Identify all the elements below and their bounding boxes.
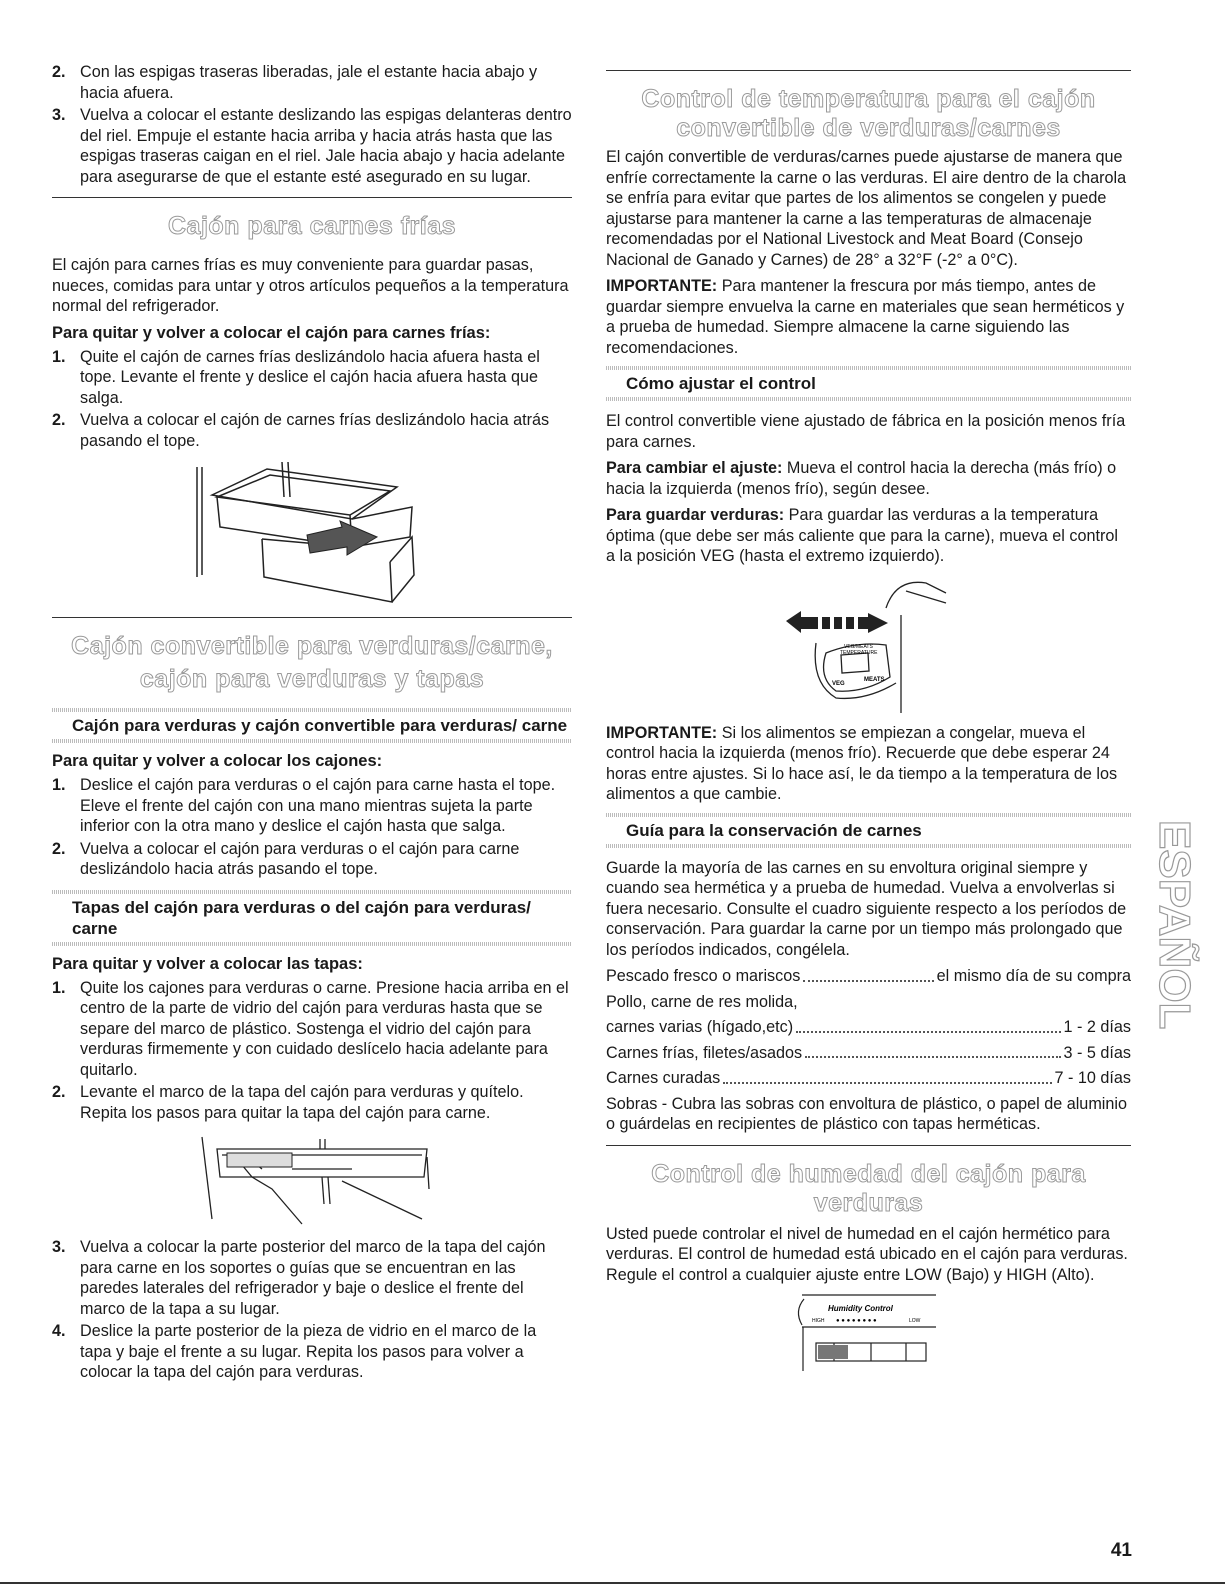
page-number: 41 bbox=[1110, 1540, 1132, 1561]
box-heading-adjust: Cómo ajustar el control bbox=[626, 374, 816, 393]
box-heading-meat-guide: Guía para la conservación de carnes bbox=[626, 820, 922, 840]
section-title-temperature-2: convertible de verduras/carnes bbox=[676, 114, 1061, 142]
language-side-tab bbox=[1138, 815, 1199, 1065]
list-item: 3. Vuelva a colocar el estante deslizando las espigas delanteras dentro del riel. Empuje el estante hacia arriba y hacia atrás hasta que las espigas traseras caigan en el riel. Jale hacia abajo y hacia adelante para asegurarse de que el estante esté asegurado en su lugar. bbox=[52, 106, 572, 186]
important-note-1: IMPORTANTE: Para mantener la frescura por más tiempo, antes de guardar siempre envuelva la carne en materiales que sean herméticos y a prueba de humedad. Siempre almacene la carne siguiendo las recomendaciones. bbox=[606, 277, 1125, 357]
left-column bbox=[52, 62, 572, 1389]
guide-intro: Guarde la mayoría de las carnes en su envoltura original siempre y cuando sea hermética y a prueba de humedad. Vuelva a envolverlas si fuera necesario. Consulte el cuadro siguiente respecto a los períodos de conservación. Para guardar la carne por un tiempo más prolongado que los períodos indicados, congélela. bbox=[606, 858, 1127, 959]
cold-subheading: Para quitar y volver a colocar el cajón para carnes frías: bbox=[52, 323, 491, 342]
change-setting-text: Para cambiar el ajuste: Mueva el control hacia la derecha (más frío) o hacia la izquierda (menos frío), según desee. bbox=[606, 459, 1117, 498]
divider bbox=[52, 617, 572, 618]
guide-row: Carnes curadas 7 - 10 días bbox=[606, 1069, 1131, 1087]
important-note-2: IMPORTANTE: Si los alimentos se empiezan a congelar, mueva el control hacia la izquierda (menos frío). Recuerde que debe esperar 24 horas entre ajustes. Si lo hace así, le da tiempo a la temperatura de los alimentos a que cambie. bbox=[606, 723, 1118, 803]
dial-label-1: VEG/MEATS bbox=[844, 643, 873, 650]
temp-intro: El cajón convertible de verduras/carnes puede ajustarse de manera que enfríe correctamente la carne o las verduras. El aire dentro de la charola se enfría para evitar que partes de los alimentos se congelen y puede ajustarse para mantener la carne a las temperaturas de almacenaje recomendadas por el National Livestock and Meat Board (Consejo Nacional de Ganado y Carnes) de 28° a 32°F (-2° a 0°C). bbox=[606, 148, 1127, 269]
list-item: 2. Con las espigas traseras liberadas, jale el estante hacia abajo y hacia afuera. bbox=[52, 63, 538, 102]
dial-label-2: TEMPERATURE bbox=[840, 649, 878, 656]
drawers-subheading: Para quitar y volver a colocar los cajones: bbox=[52, 752, 383, 770]
vegetable-setting-text: Para guardar verduras: Para guardar las verduras a la temperatura óptima (que debe ser más caliente que para la carne), mueva el control a la posición VEG (hasta el extremo izquierdo). bbox=[606, 506, 1118, 565]
divider bbox=[606, 1145, 1131, 1146]
covers-steps-continued bbox=[52, 1237, 572, 1383]
language-tab-label: ESPAÑOL bbox=[1150, 820, 1199, 1030]
guide-row: carnes varias (hígado,etc) 1 - 2 días bbox=[606, 1018, 1131, 1036]
humidity-control-label: Humidity Control bbox=[828, 1304, 893, 1313]
humidity-low-label: LOW bbox=[909, 1318, 921, 1324]
section-title-convertible-drawer: Cajón convertible para verduras/carne, bbox=[71, 632, 553, 660]
shelf-steps bbox=[52, 62, 572, 187]
list-item: 1. Quite los cajones para verduras o carne. Presione hacia arriba en el centro de la parte de vidrio del cajón para verduras hasta que se separe del marco de plástico. Sostenga el vidrio del cajón para verduras firmemente y con cuidado deslícelo hacia adelante para quitarlo. bbox=[52, 978, 569, 1079]
humidity-dots: ● ● ● ● ● ● ● ● bbox=[836, 1318, 877, 1324]
guide-row: Pescado fresco o mariscos el mismo día de su compra bbox=[606, 967, 1131, 985]
dial-veg-label: VEG bbox=[832, 680, 845, 687]
humidity-high-label: HIGH bbox=[812, 1318, 825, 1324]
section-title-cold-drawer: Cajón para carnes frías bbox=[167, 212, 456, 240]
right-column bbox=[606, 70, 1131, 1381]
divider bbox=[52, 197, 572, 198]
list-item: 2. Levante el marco de la tapa del cajón para verduras y quítelo. Repita los pasos para quitar la tapa del cajón para carne. bbox=[52, 1083, 524, 1122]
box-heading-drawers: Cajón para verduras y cajón convertible para verduras/ carne bbox=[72, 716, 568, 735]
divider bbox=[606, 70, 1131, 71]
divider bbox=[606, 844, 1131, 848]
leftovers-text: Sobras - Cubra las sobras con envoltura de plástico, o papel de aluminio o guárdelas en recipientes de plástico con tapas herméticas. bbox=[606, 1094, 1127, 1133]
box-heading-covers: Tapas del cajón para verduras o del cajón para verduras/ carne bbox=[72, 897, 531, 938]
crisper-cover-illustration bbox=[52, 1129, 572, 1229]
cold-intro: El cajón para carnes frías es muy conveniente para guardar pasas, nueces, comidas para untar y otros artículos pequeños a la temperatura normal del refrigerador. bbox=[52, 256, 569, 315]
list-item: 1. Deslice el cajón para verduras o el cajón para carne hasta el tope. Eleve el frente del cajón con una mano mientras sujeta la parte inferior con la otra mano y deslice el cajón hasta que salga. bbox=[52, 776, 556, 835]
drawers-steps bbox=[52, 775, 572, 880]
cold-steps bbox=[52, 347, 572, 452]
guide-row: Carnes frías, filetes/asados 3 - 5 días bbox=[606, 1043, 1131, 1062]
temperature-control-illustration bbox=[606, 573, 1131, 713]
section-title-humidity-2: verduras bbox=[813, 1188, 924, 1217]
section-title-temperature: Control de temperatura para el cajón bbox=[641, 85, 1096, 113]
list-item: 4. Deslice la parte posterior de la pieza de vidrio en el marco de la tapa y baje el frente a su lugar. Repita los pasos para volver a colocar la tapa del cajón para verduras. bbox=[52, 1322, 537, 1381]
adjust-text: El control convertible viene ajustado de fábrica en la posición menos fría para carnes. bbox=[606, 412, 1126, 451]
list-item: 3. Vuelva a colocar la parte posterior del marco de la tapa del cajón para carne en los soportes o guías que se encuentran en las paredes laterales del refrigerador y baje o deslice el frente del marco de la tapa a su lugar. bbox=[52, 1238, 546, 1318]
list-item: 2. Vuelva a colocar el cajón para verduras o el cajón para carne deslizándolo hacia atrás pasando el tope. bbox=[52, 839, 520, 878]
covers-subheading: Para quitar y volver a colocar las tapas: bbox=[52, 954, 363, 973]
guide-row: Pollo, carne de res molida, bbox=[606, 992, 798, 1011]
covers-steps bbox=[52, 978, 572, 1124]
humidity-text: Usted puede controlar el nivel de humedad en el cajón hermético para verduras. El control de humedad está ubicado en el cajón para verduras. Regule el control a cualquier ajuste entre LOW (Bajo) y HIGH (Alto). bbox=[606, 1224, 1128, 1284]
section-title-convertible-drawer-2: cajón para verduras y tapas bbox=[139, 665, 485, 693]
divider bbox=[606, 397, 1131, 401]
divider bbox=[0, 1582, 1225, 1584]
list-item: 2. Vuelva a colocar el cajón de carnes frías deslizándolo hacia atrás pasando el tope. bbox=[52, 411, 550, 450]
deli-drawer-illustration bbox=[52, 457, 572, 607]
divider bbox=[52, 739, 572, 743]
dial-meats-label: MEATS bbox=[864, 676, 885, 683]
section-title-humidity: Control de humedad del cajón para bbox=[651, 1159, 1086, 1188]
list-item: 1. Quite el cajón de carnes frías deslizándolo hacia afuera hasta el tope. Levante el frente y deslice el cajón hacia afuera hasta que salga. bbox=[52, 347, 540, 407]
humidity-control-illustration bbox=[606, 1291, 1131, 1381]
divider bbox=[52, 942, 572, 946]
